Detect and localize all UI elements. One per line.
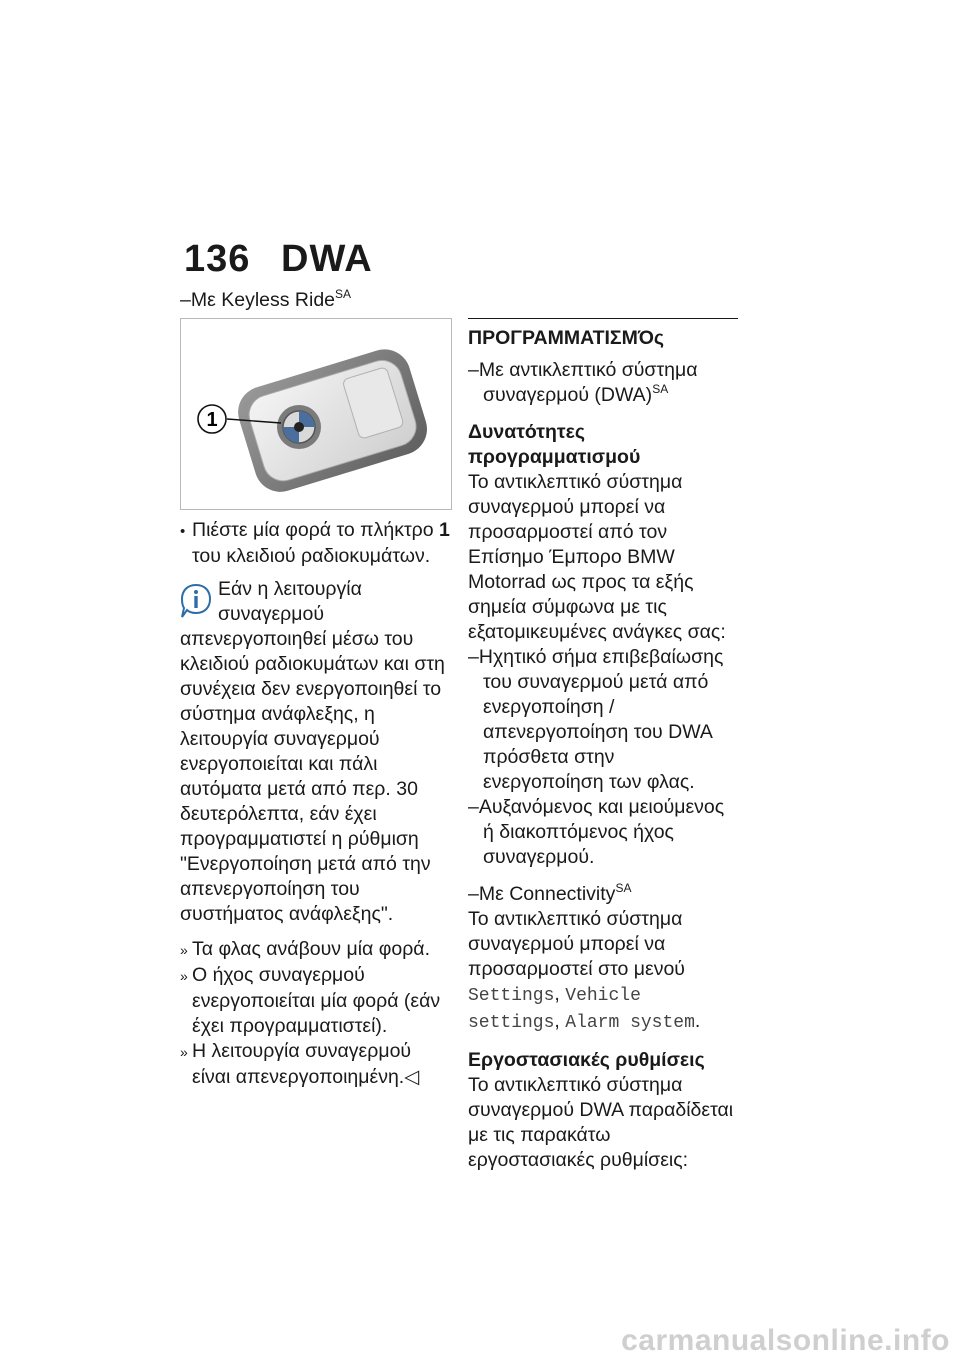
result-item: » Ο ήχος συναγερμού ενεργοποιείται μία φορά (εάν έχει προγραμματιστεί). — [180, 963, 452, 1039]
subsection-title-factory: Εργοστασιακές ρυθμίσεις — [468, 1049, 705, 1071]
left-column — [180, 288, 452, 1090]
sa-marker: SA — [615, 881, 632, 895]
step-text: Πιέστε μία φορά το πλήκτρο — [192, 519, 440, 541]
menu-vehicle-settings: Vehicle settings — [468, 986, 641, 1033]
result-item: » Τα φλας ανάβουν μία φορά. — [180, 937, 452, 963]
options-intro: Το αντικλεπτικό σύστημα συναγερμού μπορεί να προσαρμοστεί από τον Επίσημο Έμπορο BMW Motorrad ως προς τα εξής σημεία σύμφωνα με τις εξατομικευμένες ανάγκες σας: — [468, 471, 726, 643]
step-text-end: του κλειδιού ραδιοκυμάτων. — [192, 545, 431, 567]
figure-callout-number: 1 — [206, 409, 218, 431]
menu-alarm-system: Alarm system — [565, 1013, 695, 1033]
connectivity-text — [468, 907, 738, 1036]
option-item: – Ηχητικό σήμα επιβεβαίωσης του συναγερμού μετά από ενεργοποίηση / απενεργοποίηση του DWA πρόσθετα στην ενεργοποίηση των φλας. — [468, 645, 738, 795]
period: . — [694, 1010, 701, 1032]
page-number: 136 — [184, 238, 251, 280]
keyless-ride-label: Με Keyless Ride — [190, 289, 336, 311]
note-text: Εάν η λειτουργία συναγερμού απενεργοποιηθεί μέσω του κλειδιού ραδιοκυμάτων και στη συνέχεια δεν ενεργοποιηθεί το σύστημα ανάφλεξης, η λειτουργία συναγερμού ενεργοποιείται και πάλι αυτόματα μετά από περ. 30 δευτερόλεπτα, εάν έχει προγραμματιστεί η ρύθμιση "Ενεργοποίηση μετά από την απενεργοποίηση του συστήματος ανάφλεξης". — [180, 578, 445, 925]
connectivity-condition — [468, 882, 738, 907]
chapter-title: DWA — [281, 238, 373, 280]
info-icon — [180, 583, 212, 621]
watermark-text: carmanualsonline.info — [621, 1324, 950, 1357]
option-item: – Αυξανόμενος και μειούμενος ή διακοπτόμενος ήχος συναγερμού. — [468, 795, 738, 870]
info-note — [180, 577, 452, 927]
dwa-condition-label: Με αντικλεπτικό σύστημα συναγερμού (DWA) — [478, 359, 698, 406]
factory-text: Το αντικλεπτικό σύστημα συναγερμού DWA παραδίδεται με τις παρακάτω εργοστασιακές ρυθμίσεις: — [468, 1074, 734, 1171]
separator: , — [554, 983, 566, 1005]
separator: , — [554, 1010, 566, 1032]
key-fob-figure — [180, 318, 452, 510]
connectivity-label: Με Connectivity — [478, 883, 616, 905]
result-item: » Η λειτουργία συναγερμού είναι απενεργοποιημένη.◁ — [180, 1039, 452, 1090]
subsection-title-options: Δυνατότητες προγραμματισμού — [468, 421, 641, 468]
step-press-button — [180, 518, 452, 569]
results-list — [180, 937, 452, 1090]
section-title: ΠΡΟΓΡΑΜΜΑΤΙΣΜΌς — [468, 327, 665, 349]
dwa-condition — [468, 358, 738, 408]
step-key-ref: 1 — [439, 519, 450, 541]
menu-settings: Settings — [468, 986, 555, 1006]
right-column — [468, 318, 738, 1173]
keyless-ride-condition — [180, 288, 452, 313]
sa-marker: SA — [335, 287, 352, 301]
sa-marker: SA — [652, 382, 669, 396]
key-fob-illustration — [181, 319, 451, 509]
connectivity-description: Το αντικλεπτικό σύστημα συναγερμού μπορεί να προσαρμοστεί στο μενού — [468, 908, 685, 980]
page-header — [184, 238, 373, 281]
